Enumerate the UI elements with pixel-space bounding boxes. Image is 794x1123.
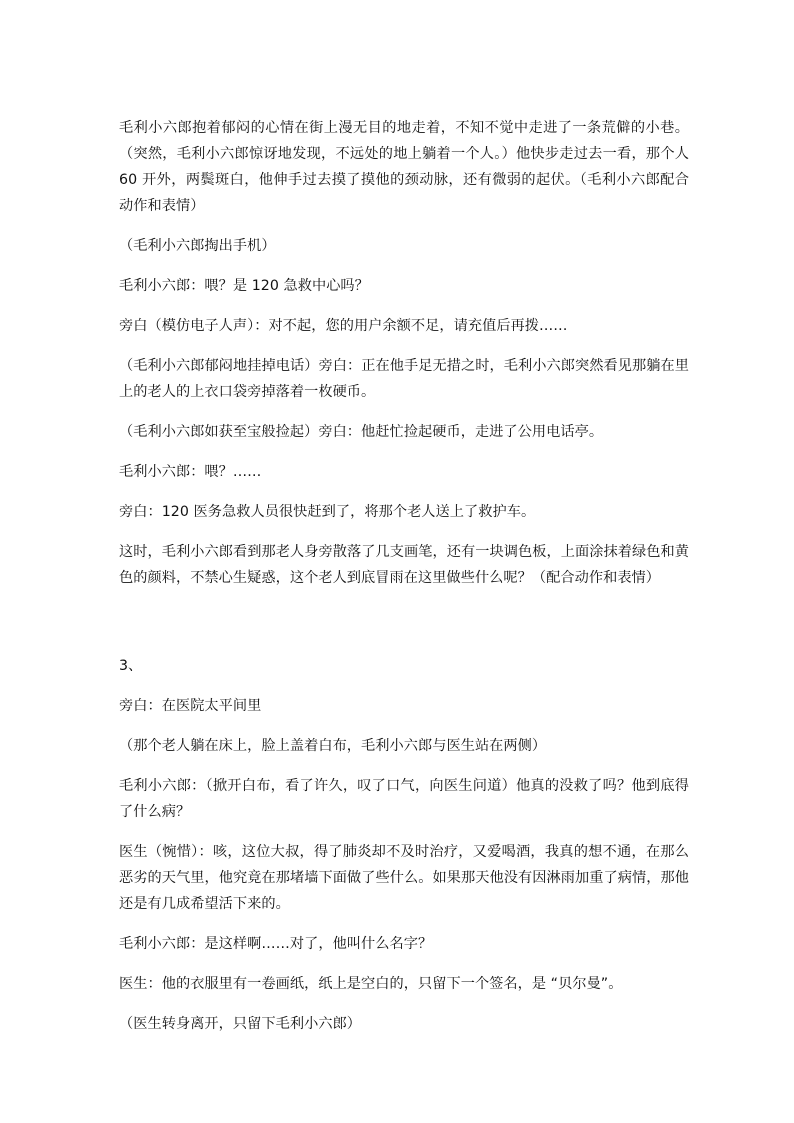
paragraph-narration-alley: 毛利小六郎抱着郁闷的心情在街上漫无目的地走着，不知不觉中走进了一条荒僻的小巷。（突然，毛利小六郎惊讶地发现，不远处的地上躺着一个人。）他快步走过去一看，那个人 60 开外，两鬓斑白，他伸手过去摸了摸他的颈动脉，还有微弱的起伏。（毛利小六郎配合动作和表情）	[119, 120, 689, 214]
paragraph-stage-direction-bed: （那个老人躺在床上，脸上盖着白布，毛利小六郎与医生站在两侧）	[119, 738, 547, 754]
paragraph-narration-balance: 旁白（模仿电子人声）：对不起，您的用户余额不足，请充值后再拨……	[119, 318, 568, 334]
document-body	[119, 115, 689, 1051]
paragraph-dialogue-doctor: 医生（惋惜）：咳，这位大叔，得了肺炎却不及时治疗，又爱喝酒，我真的想不通，在那么恶劣的天气里，他究竟在那堵墙下面做了些什么。如果那天他没有因淋雨加重了病情，那他还是有几成希望活下来的。	[119, 844, 689, 912]
paragraph-dialogue-name: 毛利小六郎：是这样啊……对了，他叫什么名字？	[119, 936, 433, 952]
paragraph-narration-morgue: 旁白：在医院太平间里	[119, 698, 262, 714]
paragraph-stage-direction-phone: （毛利小六郎掏出手机）	[119, 238, 276, 254]
paragraph-dialogue-call: 毛利小六郎：喂？是 120 急救中心吗？	[119, 278, 369, 294]
paragraph-narration-phonebooth: （毛利小六郎如获至宝般捡起）旁白：他赶忙捡起硬币，走进了公用电话亭。	[119, 424, 604, 440]
paragraph-narration-paintbrush: 这时，毛利小六郎看到那老人身旁散落了几支画笔，还有一块调色板，上面涂抹着绿色和黄色的颜料，不禁心生疑惑，这个老人到底冒雨在这里做些什么呢？（配合动作和表情）	[119, 544, 689, 586]
paragraph-dialogue-hello: 毛利小六郎：喂？……	[119, 464, 262, 480]
paragraph-stage-direction-leave: （医生转身离开，只留下毛利小六郎）	[119, 1016, 362, 1032]
section-spacer	[119, 605, 689, 653]
paragraph-dialogue-question: 毛利小六郎：（掀开白布，看了许久，叹了口气，向医生问道）他真的没救了吗？他到底得了什么病？	[119, 778, 689, 820]
paragraph-narration-coin: （毛利小六郎郁闷地挂掉电话）旁白：正在他手足无措之时，毛利小六郎突然看见那躺在里上的老人的上衣口袋旁掉落着一枚硬币。	[119, 358, 689, 400]
paragraph-dialogue-signature: 医生：他的衣服里有一卷画纸，纸上是空白的，只留下一个签名，是 “贝尔曼”。	[119, 976, 623, 992]
section-number: 3、	[119, 658, 143, 674]
paragraph-narration-ambulance: 旁白：120 医务急救人员很快赶到了，将那个老人送上了救护车。	[119, 504, 536, 520]
